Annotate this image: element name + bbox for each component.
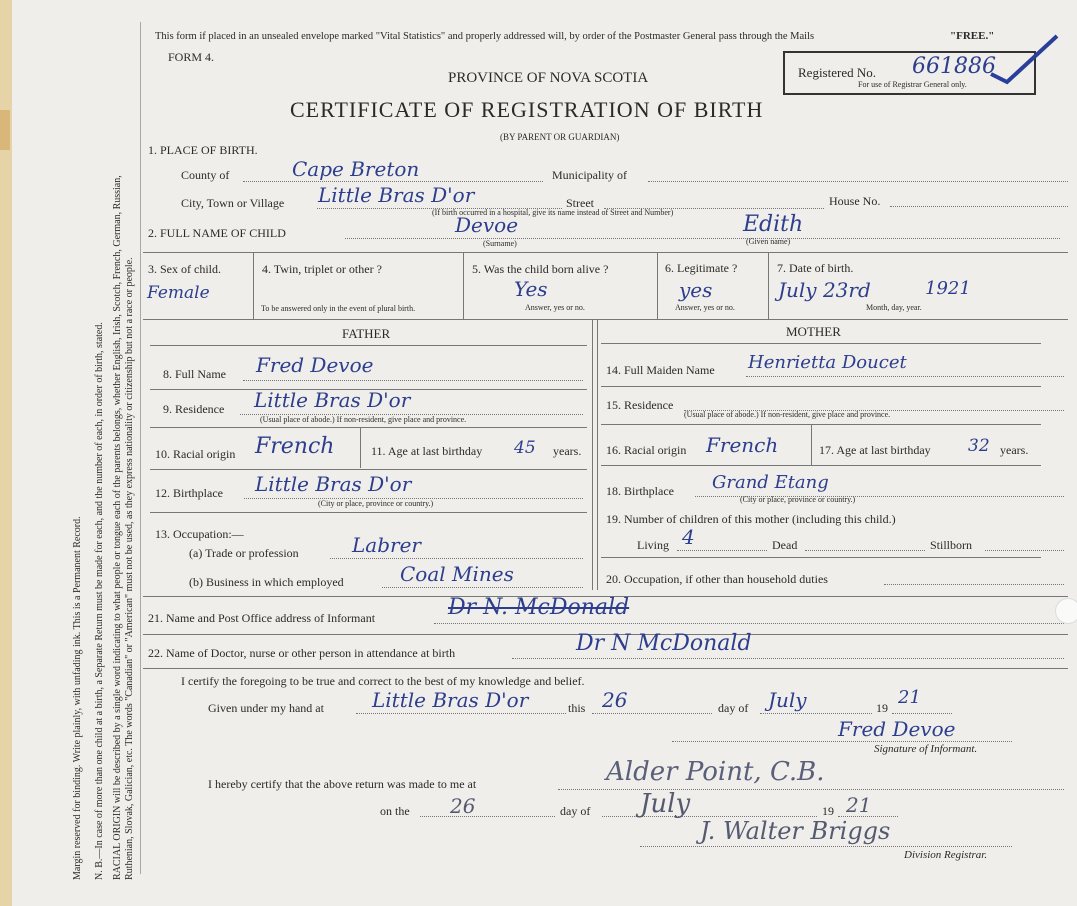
certify-month: July: [768, 688, 807, 712]
father-business: Coal Mines: [400, 562, 514, 586]
field14-label: 14. Full Maiden Name: [606, 363, 715, 377]
mother-birthplace: Grand Etang: [712, 472, 829, 493]
stillborn-label: Stillborn: [930, 538, 973, 552]
father-racial: French: [255, 434, 335, 459]
field1-label: 1. PLACE OF BIRTH.: [148, 143, 258, 157]
registrar-place: Alder Point, C.B.: [606, 757, 825, 787]
hospital-note: (If birth occurred in a hospital, give its name instead of Street and Number): [432, 208, 674, 217]
dead-label: Dead: [772, 538, 798, 552]
mailing-free: "FREE.": [950, 30, 995, 42]
field17-label: 17. Age at last birthday: [819, 443, 931, 457]
field2-label: 2. FULL NAME OF CHILD: [148, 226, 286, 240]
province-heading: PROVINCE OF NOVA SCOTIA: [448, 70, 649, 86]
father-age: 45: [514, 438, 536, 458]
field4-note: To be answered only in the event of plural birth.: [261, 304, 416, 313]
mother-heading: MOTHER: [786, 324, 841, 339]
legitimate-note: Answer, yes or no.: [675, 303, 735, 312]
certify-day: 26: [602, 688, 628, 712]
certificate-title: CERTIFICATE OF REGISTRATION OF BIRTH: [290, 97, 764, 122]
margin-note-1: Margin reserved for binding. Write plainly, with unfading ink. This is a Permanent Record.: [72, 516, 83, 880]
dob-value: July 23rd: [778, 278, 871, 302]
field15-label: 15. Residence: [606, 398, 674, 412]
father-residence-note: (Usual place of abode.) If non-resident, give place and province.: [260, 415, 467, 424]
dob-year: 1921: [925, 278, 971, 299]
registrar-use-note: For use of Registrar General only.: [858, 80, 967, 89]
alive-value: Yes: [514, 277, 548, 301]
form-number: FORM 4.: [168, 50, 215, 64]
doctor-value: Dr N McDonald: [576, 631, 752, 656]
father-birthplace-note: (City or place, province or country.): [318, 499, 434, 508]
check-mark-icon: [985, 30, 1065, 90]
registered-label: Registered No.: [798, 65, 876, 80]
child-given-name: Edith: [743, 212, 804, 237]
certify-year-prefix: 19: [876, 701, 888, 715]
legitimate-value: yes: [679, 278, 713, 302]
certify-year: 21: [898, 687, 921, 708]
informant-signature-label: Signature of Informant.: [874, 743, 978, 755]
registrar-day-of: day of: [560, 804, 591, 818]
day-of-label: day of: [718, 701, 749, 715]
sex-value: Female: [147, 283, 210, 303]
street-label: Street: [566, 196, 594, 210]
margin-note-4: Ruthenian, Slovak, Galician, etc. The words "Canadian" or "American" must not be used, as they express nationality or citizenship but not a race or people.: [124, 257, 135, 880]
informant-signature: Fred Devoe: [838, 717, 956, 741]
margin-note-2: N. B.—In case of more than one child at a birth, a Separate Return must be made for each, and the number of each, in order of birth, stated.: [94, 322, 105, 880]
registrar-statement: I hereby certify that the above return was made to me at: [208, 777, 477, 791]
field5-label: 5. Was the child born alive ?: [472, 262, 609, 276]
informant-value: Dr N. McDonald: [448, 595, 630, 620]
dob-note: Month, day, year.: [866, 303, 922, 312]
registrar-month: July: [640, 789, 691, 819]
certify-place: Little Bras D'or: [372, 688, 529, 712]
father-residence: Little Bras D'or: [254, 388, 411, 412]
registrar-year-prefix: 19: [822, 804, 834, 818]
living-label: Living: [637, 538, 669, 552]
field18-label: 18. Birthplace: [606, 484, 674, 498]
on-the-label: on the: [380, 804, 410, 818]
house-label: House No.: [829, 194, 881, 208]
field7-label: 7. Date of birth.: [777, 261, 854, 275]
mailing-notice: This form if placed in an unsealed envelope marked "Vital Statistics" and properly addressed will, by order of the Postmaster General pass through the Mails: [155, 31, 815, 42]
child-surname: Devoe: [455, 213, 519, 237]
given-under-label: Given under my hand at: [208, 701, 324, 715]
this-label: this: [568, 701, 586, 715]
mother-residence-note: (Usual place of abode.) If non-resident, give place and province.: [684, 410, 891, 419]
father-trade: Labrer: [352, 533, 421, 557]
given-note: (Given name): [746, 237, 791, 246]
city-value: Little Bras D'or: [318, 183, 475, 207]
margin-note-3: RACIAL ORIGIN will be described by a single word indicating to what people or tongue each of the parents belongs, whether English, Irish, Scotch, French, German, Russian,: [112, 175, 123, 880]
field6-label: 6. Legitimate ?: [665, 261, 738, 275]
mother-name: Henrietta Doucet: [748, 352, 907, 373]
registrar-year: 21: [846, 793, 872, 817]
field8-label: 8. Full Name: [163, 367, 226, 381]
mother-years: years.: [1000, 443, 1029, 457]
field19-label: 19. Number of children of this mother (including this child.): [606, 512, 896, 526]
punch-hole: [1055, 598, 1077, 624]
field20-label: 20. Occupation, if other than household duties: [606, 572, 828, 586]
registrar-day: 26: [450, 794, 476, 818]
field21-label: 21. Name and Post Office address of Informant: [148, 611, 376, 625]
county-value: Cape Breton: [292, 157, 420, 181]
field3-label: 3. Sex of child.: [148, 262, 221, 276]
living-count: 4: [682, 525, 695, 549]
mother-age: 32: [968, 436, 990, 456]
city-label: City, Town or Village: [181, 196, 285, 210]
father-name: Fred Devoe: [256, 353, 374, 377]
field4-label: 4. Twin, triplet or other ?: [262, 262, 382, 276]
father-years: years.: [553, 444, 582, 458]
mother-birthplace-note: (City or place, province or country.): [740, 495, 856, 504]
registered-number: 661886: [912, 54, 996, 79]
certificate-subtitle: (BY PARENT OR GUARDIAN): [500, 132, 620, 142]
mother-racial: French: [706, 433, 779, 457]
trade-label: (a) Trade or profession: [189, 546, 299, 560]
field10-label: 10. Racial origin: [155, 447, 236, 461]
county-label: County of: [181, 168, 230, 182]
field12-label: 12. Birthplace: [155, 486, 223, 500]
business-label: (b) Business in which employed: [189, 575, 344, 589]
field11-label: 11. Age at last birthday: [371, 444, 483, 458]
father-birthplace: Little Bras D'or: [255, 472, 412, 496]
field22-label: 22. Name of Doctor, nurse or other person in attendance at birth: [148, 646, 456, 660]
certify-statement: I certify the foregoing to be true and correct to the best of my knowledge and belief.: [181, 674, 585, 688]
field9-label: 9. Residence: [163, 402, 225, 416]
surname-note: (Surname): [483, 239, 517, 248]
municipality-label: Municipality of: [552, 168, 627, 182]
father-heading: FATHER: [342, 326, 391, 341]
alive-note: Answer, yes or no.: [525, 303, 585, 312]
paper-stain: [0, 110, 10, 150]
field16-label: 16. Racial origin: [606, 443, 687, 457]
field13-label: 13. Occupation:—: [155, 527, 244, 541]
registrar-signature-label: Division Registrar.: [904, 849, 988, 861]
registrar-signature: J. Walter Briggs: [700, 817, 891, 845]
